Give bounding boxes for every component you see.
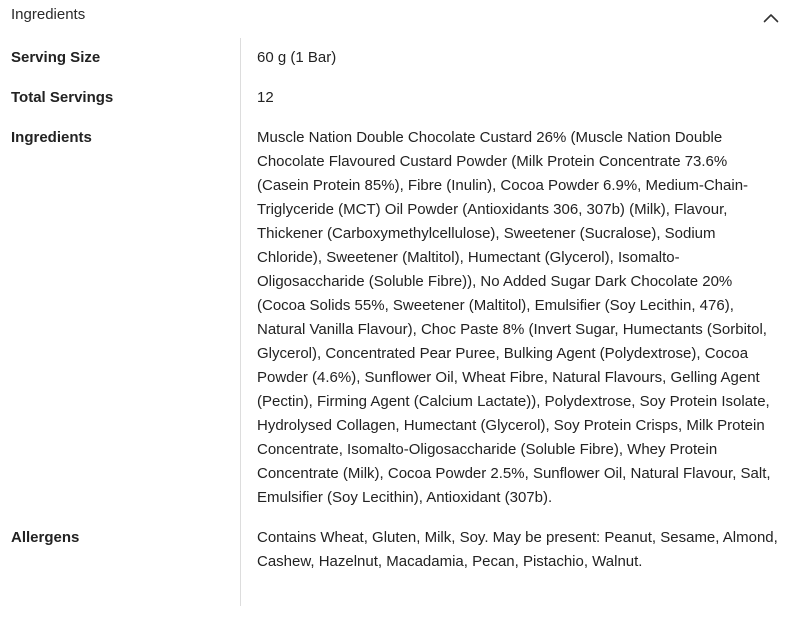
accordion-header[interactable] <box>0 0 792 30</box>
product-details-table <box>0 38 792 582</box>
detail-label: Allergens <box>11 529 80 546</box>
detail-label: Ingredients <box>11 129 92 146</box>
detail-value: Contains Wheat, Gluten, Milk, Soy. May be present: Peanut, Sesame, Almond, Cashew, Hazelnut, Macadamia, Pecan, Pistachio, Walnut. <box>257 529 778 570</box>
detail-value: 60 g (1 Bar) <box>257 49 337 66</box>
accordion-title: Ingredients <box>11 6 86 23</box>
detail-row-serving-size <box>0 38 792 78</box>
detail-label: Total Servings <box>11 89 114 106</box>
chevron-up-icon[interactable] <box>763 10 779 20</box>
detail-label: Serving Size <box>11 49 101 66</box>
detail-row-allergens <box>0 518 792 582</box>
detail-value: 12 <box>257 89 274 106</box>
detail-row-ingredients <box>0 118 792 518</box>
detail-row-total-servings <box>0 78 792 118</box>
detail-value: Muscle Nation Double Chocolate Custard 26% (Muscle Nation Double Chocolate Flavoured Custard Powder (Milk Protein Concentrate 73.6% (Casein Protein 85%), Fibre (Inulin), Cocoa Powder 6.9%, Medium-Chain-Triglyceride (MCT) Oil Powder (Antioxidants 306, 307b) (Milk), Flavour, Thickener (Carboxymethylcellulose), Sweetener (Sucralose), Sodium Chloride), Sweetener (Maltitol), Humectant (Glycerol), Isomalto-Oligosaccharide (Soluble Fibre)), No Added Sugar Dark Chocolate 20% (Cocoa Solids 55%, Sweetener (Maltitol), Emulsifier (Soy Lecithin, 476), Natural Vanilla Flavour), Choc Paste 8% (Invert Sugar, Humectants (Sorbitol, Glycerol), Concentrated Pear Puree, Bulking Agent (Polydextrose), Cocoa Powder (4.6%), Sunflower Oil, Wheat Fibre, Natural Flavours, Gelling Agent (Pectin), Firming Agent (Calcium Lactate)), Polydextrose, Soy Protein Isolate, Hydrolysed Collagen, Humectant (Glycerol), Soy Protein Crisps, Milk Protein Concentrate, Isomalto-Oligosaccharide (Soluble Fibre), Whey Protein Concentrate (Milk), Cocoa Powder 2.5%, Sunflower Oil, Natural Flavour, Salt, Emulsifier (Soy Lecithin), Antioxidant (307b). <box>257 129 771 506</box>
